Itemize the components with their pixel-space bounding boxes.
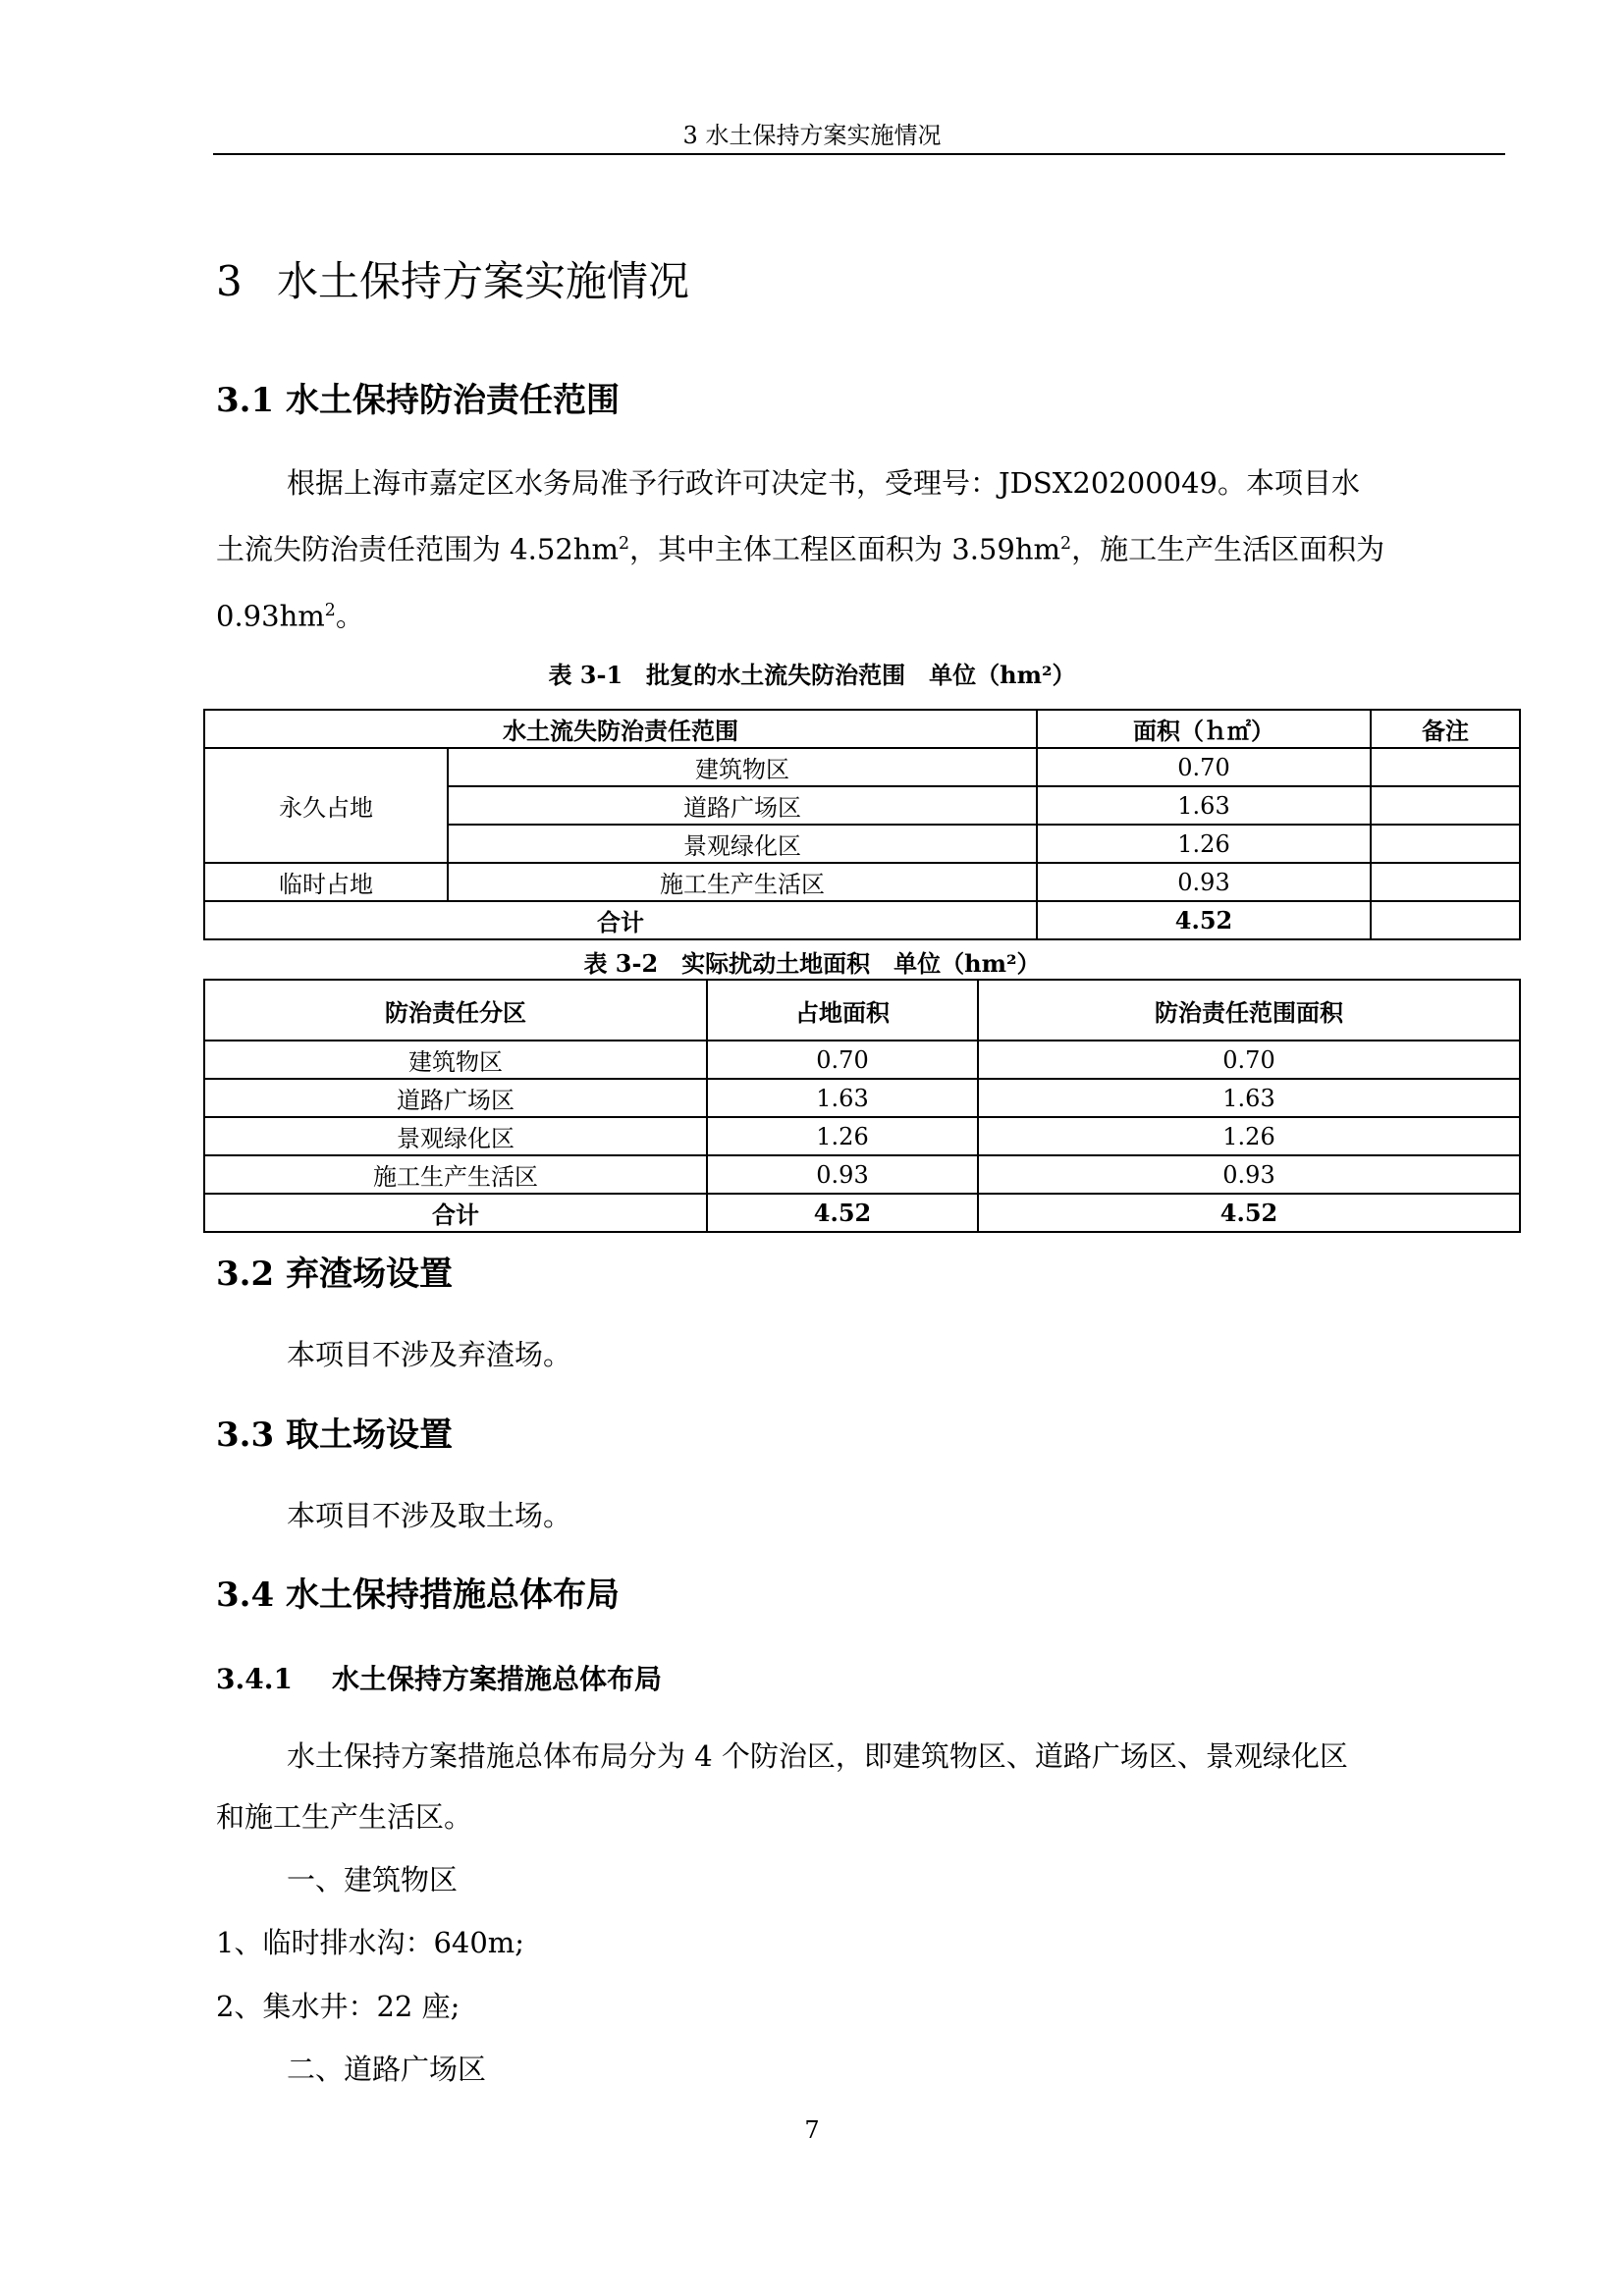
subsection-title: 水土保持方案措施总体布局 bbox=[332, 1663, 663, 1695]
total-resp-cell: 4.52 bbox=[978, 1194, 1520, 1232]
zone-cell: 建筑物区 bbox=[204, 1041, 707, 1079]
note-cell bbox=[1371, 863, 1520, 901]
header-cell: 备注 bbox=[1371, 710, 1520, 748]
running-header: 3 水土保持方案实施情况 bbox=[682, 122, 942, 149]
zone-cell: 施工生产生活区 bbox=[204, 1155, 707, 1194]
area-cell: 1.26 bbox=[1037, 825, 1371, 863]
list-item: 1、临时排水沟：640m; bbox=[216, 1926, 525, 1959]
header-cell: 防治责任分区 bbox=[204, 980, 707, 1041]
land-cell: 1.63 bbox=[707, 1079, 978, 1117]
zone-cell: 建筑物区 bbox=[448, 748, 1037, 786]
chapter-title: 水土保持方案实施情况 bbox=[277, 257, 690, 305]
section-3-2-text: 本项目不涉及弃渣场。 bbox=[287, 1338, 572, 1371]
resp-cell: 1.26 bbox=[978, 1117, 1520, 1155]
area-cell: 1.63 bbox=[1037, 786, 1371, 825]
chapter-number: 3 bbox=[216, 257, 243, 305]
section-3-3-text: 本项目不涉及取土场。 bbox=[287, 1499, 572, 1532]
area-cell: 0.70 bbox=[1037, 748, 1371, 786]
resp-cell: 0.70 bbox=[978, 1041, 1520, 1079]
note-cell bbox=[1371, 748, 1520, 786]
zone-cell: 景观绿化区 bbox=[204, 1117, 707, 1155]
subsection-number: 3.4.1 bbox=[216, 1663, 293, 1695]
header-cell: 占地面积 bbox=[707, 980, 978, 1041]
para-line: 水土保持方案措施总体布局分为 4 个防治区，即建筑物区、道路广场区、景观绿化区 bbox=[287, 1739, 1348, 1773]
para-line: $0.93hm^2$。 bbox=[216, 599, 364, 633]
para-line: 和施工生产生活区。 bbox=[216, 1800, 473, 1834]
section-3-4-heading: 3.4 水土保持措施总体布局 bbox=[216, 1575, 620, 1615]
total-label-cell: 合计 bbox=[204, 901, 1037, 939]
table-header-row bbox=[204, 710, 1520, 748]
area-cell: 0.93 bbox=[1037, 863, 1371, 901]
table-row bbox=[204, 863, 1520, 901]
table-3-2-caption: 表 3-2 实际扰动土地面积 单位（hm²） bbox=[583, 949, 1041, 978]
table-row bbox=[204, 1079, 1520, 1117]
header-cell: 水土流失防治责任范围 bbox=[204, 710, 1037, 748]
section-3-1-heading: 3.1 水土保持防治责任范围 bbox=[216, 381, 620, 420]
section-3-1-paragraph bbox=[216, 453, 1507, 646]
table-row bbox=[204, 1041, 1520, 1079]
para-line: 土流失防治责任范围为 $4.52hm^2$，其中主体工程区面积为 $3.59hm^2$，施工生产生活区面积为 bbox=[216, 532, 1385, 566]
table-3-2 bbox=[203, 979, 1521, 1233]
header-rule bbox=[213, 153, 1505, 155]
list-heading-building: 一、建筑物区 bbox=[287, 1863, 459, 1896]
land-cell: 0.93 bbox=[707, 1155, 978, 1194]
list-item: 2、集水井：22 座; bbox=[216, 1990, 460, 2023]
total-label-cell: 合计 bbox=[204, 1194, 707, 1232]
table-3-1 bbox=[203, 709, 1521, 940]
note-cell bbox=[1371, 786, 1520, 825]
total-area-cell: 4.52 bbox=[1037, 901, 1371, 939]
total-land-cell: 4.52 bbox=[707, 1194, 978, 1232]
note-cell bbox=[1371, 901, 1520, 939]
table-header-row bbox=[204, 980, 1520, 1041]
table-row bbox=[204, 748, 1520, 786]
chapter-heading bbox=[216, 249, 689, 308]
header-cell: 面积（ｈ㎡） bbox=[1037, 710, 1371, 748]
note-cell bbox=[1371, 825, 1520, 863]
resp-cell: 1.63 bbox=[978, 1079, 1520, 1117]
zone-cell: 施工生产生活区 bbox=[448, 863, 1037, 901]
zone-cell: 道路广场区 bbox=[204, 1079, 707, 1117]
list-heading-road: 二、道路广场区 bbox=[287, 2053, 487, 2086]
table-3-1-caption: 表 3-1 批复的水土流失防治范围 单位（hm²） bbox=[548, 661, 1076, 689]
section-3-4-1-heading bbox=[216, 1658, 662, 1697]
land-cell: 0.70 bbox=[707, 1041, 978, 1079]
table-total-row bbox=[204, 901, 1520, 939]
land-cell: 1.26 bbox=[707, 1117, 978, 1155]
para-line: 根据上海市嘉定区水务局准予行政许可决定书，受理号：JDSX20200049。本项目水 bbox=[287, 466, 1360, 500]
group-cell: 永久占地 bbox=[204, 748, 448, 863]
table-total-row bbox=[204, 1194, 1520, 1232]
table-row bbox=[204, 1117, 1520, 1155]
zone-cell: 景观绿化区 bbox=[448, 825, 1037, 863]
group-cell: 临时占地 bbox=[204, 863, 448, 901]
header-cell: 防治责任范围面积 bbox=[978, 980, 1520, 1041]
section-3-2-heading: 3.2 弃渣场设置 bbox=[216, 1255, 453, 1294]
section-3-3-heading: 3.3 取土场设置 bbox=[216, 1415, 453, 1455]
resp-cell: 0.93 bbox=[978, 1155, 1520, 1194]
page-number: 7 bbox=[804, 2116, 820, 2144]
table-row bbox=[204, 1155, 1520, 1194]
section-3-4-1-paragraph bbox=[216, 1726, 1507, 1847]
zone-cell: 道路广场区 bbox=[448, 786, 1037, 825]
